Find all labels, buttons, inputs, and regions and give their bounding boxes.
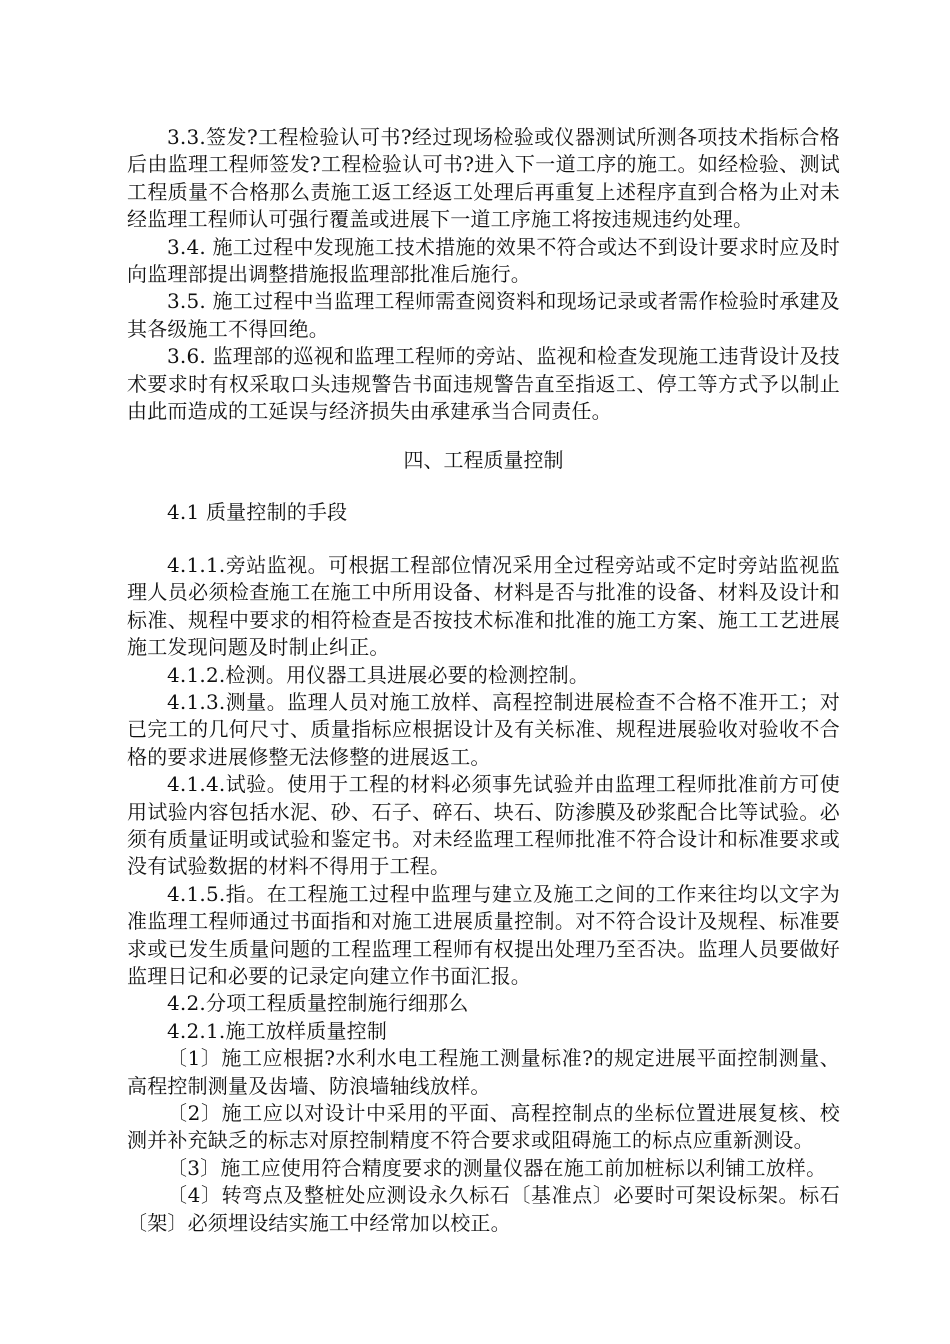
paragraph-4-2-1: 4.2.1.施工放样质量控制 — [167, 1018, 388, 1043]
section-heading: 四、工程质量控制 — [403, 448, 564, 473]
subsection-heading: 4.1 质量控制的手段 — [167, 500, 348, 525]
spacer — [127, 425, 840, 447]
paragraph-4-2: 4.2.分项工程质量控制施行细那么 — [167, 991, 469, 1016]
paragraph-3-5: 3.5. 施工过程中当监理工程师需查阅资料和现场记录或者需作检验时承建及其各级施工不得回绝。 — [127, 289, 840, 341]
list-item-4: 〔4〕转弯点及整桩处应测设永久标石〔基准点〕必要时可架设标架。标石〔架〕必须埋设结实施工中经常加以校正。 — [127, 1183, 840, 1235]
list-item-3: 〔3〕施工应使用符合精度要求的测量仪器在施工前加桩标以利铺工放样。 — [167, 1155, 827, 1180]
paragraph-4-1-3: 4.1.3.测量。监理人员对施工放样、高程控制进展检查不合格不准开工；对已完工的几何尺寸、质量指标应根据设计及有关标准、规程进展验收对验收不合格的要求进展修整无法修整的进展返工。 — [127, 689, 840, 769]
document-page — [127, 124, 840, 1237]
paragraph-3-4: 3.4. 施工过程中发现施工技术措施的效果不符合或达不到设计要求时应及时向监理部提出调整措施报监理部批准后施行。 — [127, 234, 840, 287]
list-item-1: 〔1〕施工应根据?水利水电工程施工测量标准?的规定进展平面控制测量、高程控制测量及齿墙、防浪墙轴线放样。 — [127, 1046, 840, 1098]
paragraph-4-1-2: 4.1.2.检测。用仪器工具进展必要的检测控制。 — [167, 662, 590, 687]
spacer — [127, 527, 840, 552]
paragraph-4-1-4: 4.1.4.试验。使用于工程的材料必须事先试验并由监理工程师批准前方可使用试验内容包括水泥、砂、石子、碎石、块石、防渗膜及砂浆配合比等试验。必须有质量证明或试验和鉴定书。对未经监理工程师批准不符合设计和标准要求或没有试验数据的材料不得用于工程。 — [127, 772, 840, 879]
list-item-2: 〔2〕施工应以对设计中采用的平面、高程控制点的坐标位置进展复核、校测并补充缺乏的标志对原控制精度不符合要求或阻碍施工的标点应重新测设。 — [127, 1101, 840, 1153]
paragraph-3-3: 3.3.签发?工程检验认可书?经过现场检验或仪器测试所测各项技术指标合格后由监理工程师签发?工程检验认可书?进入下一道工序的施工。如经检验、测试工程质量不合格那么责施工返工经返工处理后再重复上述程序直到合格为止对未经监理工程师认可强行覆盖或进展下一道工序施工将按违规违约处理。 — [127, 125, 840, 232]
spacer — [127, 474, 840, 499]
paragraph-4-1-5: 4.1.5.指。在工程施工过程中监理与建立及施工之间的工作来往均以文字为准监理工程师通过书面指和对施工进展质量控制。对不符合设计及规程、标准要求或已发生质量问题的工程监理工程师有权提出处理乃至否决。监理人员要做好监理日记和必要的记录定向建立作书面汇报。 — [127, 881, 840, 988]
paragraph-4-1-1: 4.1.1.旁站监视。可根据工程部位情况采用全过程旁站或不定时旁站监视监理人员必须检查施工在施工中所用设备、材料是否与批准的设备、材料及设计和标准、规程中要求的相符检查是否按技术标准和批准的施工方案、施工工艺进展施工发现问题及时制止纠正。 — [127, 552, 840, 660]
paragraph-3-6: 3.6. 监理部的巡视和监理工程师的旁站、监视和检查发现施工违背设计及技术要求时有权采取口头违规警告书面违规警告直至指返工、停工等方式予以制止由此而造成的工延误与经济损失由承建承当合同责任。 — [127, 344, 840, 424]
